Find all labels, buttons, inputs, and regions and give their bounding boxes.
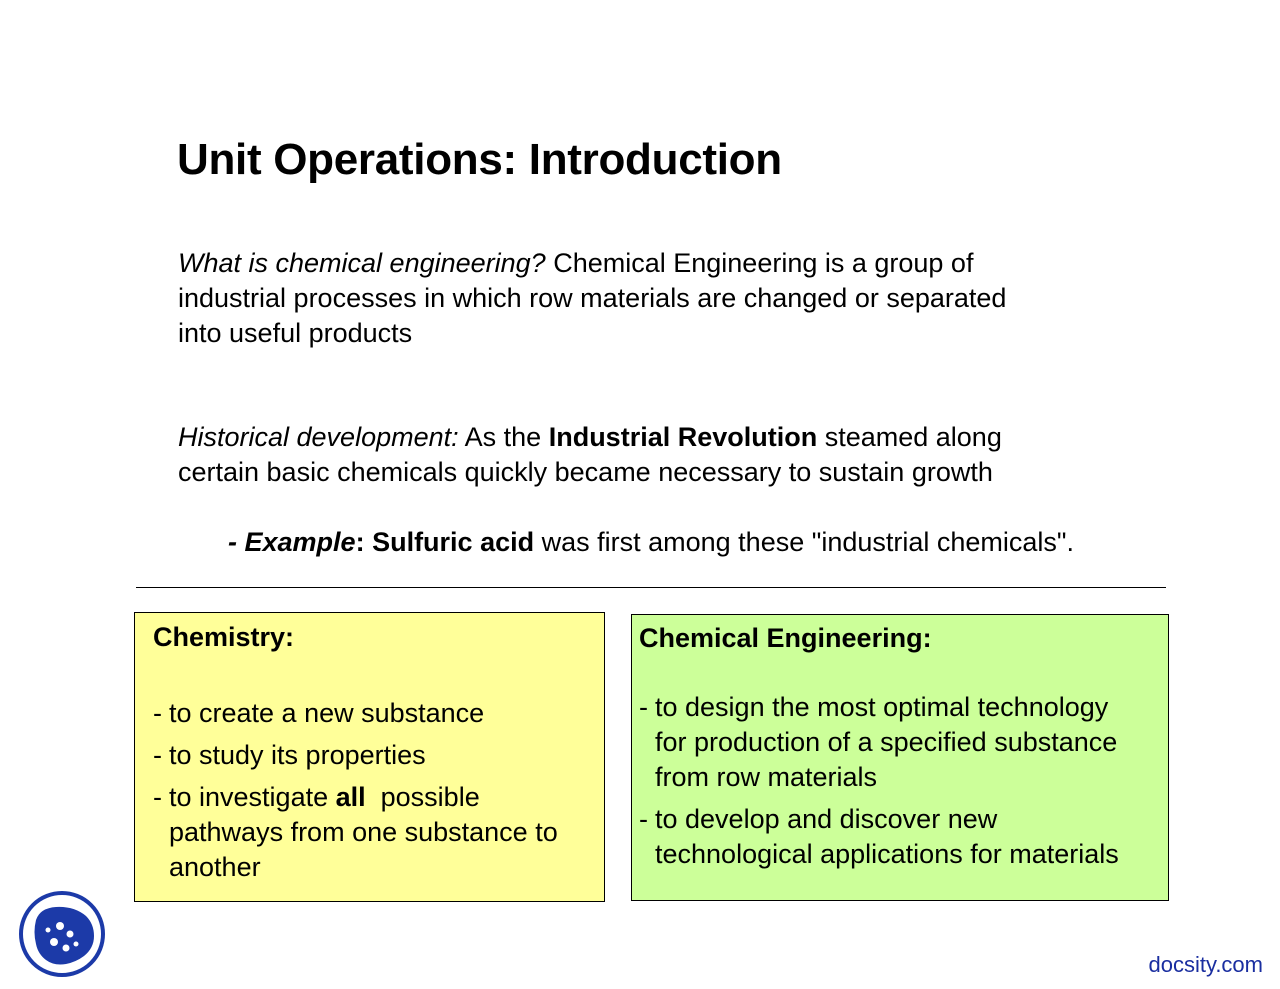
docsity-link[interactable]: docsity.com xyxy=(1148,952,1263,977)
list-item: - to create a new substance xyxy=(153,696,558,731)
definition-text-2: industrial processes in which row materials are changed or separated xyxy=(178,283,1007,313)
definition-text-1: Chemical Engineering is a group of xyxy=(545,248,974,278)
list-item: - to investigate all possible pathways from one substance to another xyxy=(153,780,558,885)
slide-title: Unit Operations: Introduction xyxy=(177,135,782,184)
list-item: - to study its properties xyxy=(153,738,558,773)
definition-label: What is chemical engineering? xyxy=(178,248,546,278)
example-line xyxy=(228,525,1074,560)
history-label: Historical development: xyxy=(178,422,459,452)
example-prefix: - Example xyxy=(228,527,356,557)
example-colon: : xyxy=(355,527,373,557)
chemistry-box xyxy=(134,612,605,902)
docsity-logo-icon xyxy=(18,890,106,978)
chemical-engineering-list xyxy=(639,690,1119,879)
chemistry-heading: Chemistry: xyxy=(153,622,295,652)
horizontal-divider xyxy=(136,587,1166,588)
history-text-2: certain basic chemicals quickly became necessary to sustain growth xyxy=(178,457,993,487)
list-item: - to design the most optimal technology for production of a specified substance from row materials xyxy=(639,690,1119,795)
list-item: - to develop and discover new technological applications for materials xyxy=(639,802,1119,872)
chemical-engineering-heading: Chemical Engineering: xyxy=(639,623,932,653)
definition-text-3: into useful products xyxy=(178,318,413,348)
history-text-post: steamed along xyxy=(817,422,1002,452)
example-text: was first among these "industrial chemicals". xyxy=(534,527,1074,557)
chemistry-list xyxy=(153,696,558,892)
history-paragraph xyxy=(178,420,1002,490)
history-emphasis: Industrial Revolution xyxy=(548,422,818,452)
chemical-engineering-box xyxy=(631,614,1169,901)
definition-paragraph xyxy=(178,246,1006,351)
emphasis-all: all xyxy=(335,782,366,812)
example-subject: Sulfuric acid xyxy=(372,527,535,557)
history-text-pre: As the xyxy=(458,422,549,452)
